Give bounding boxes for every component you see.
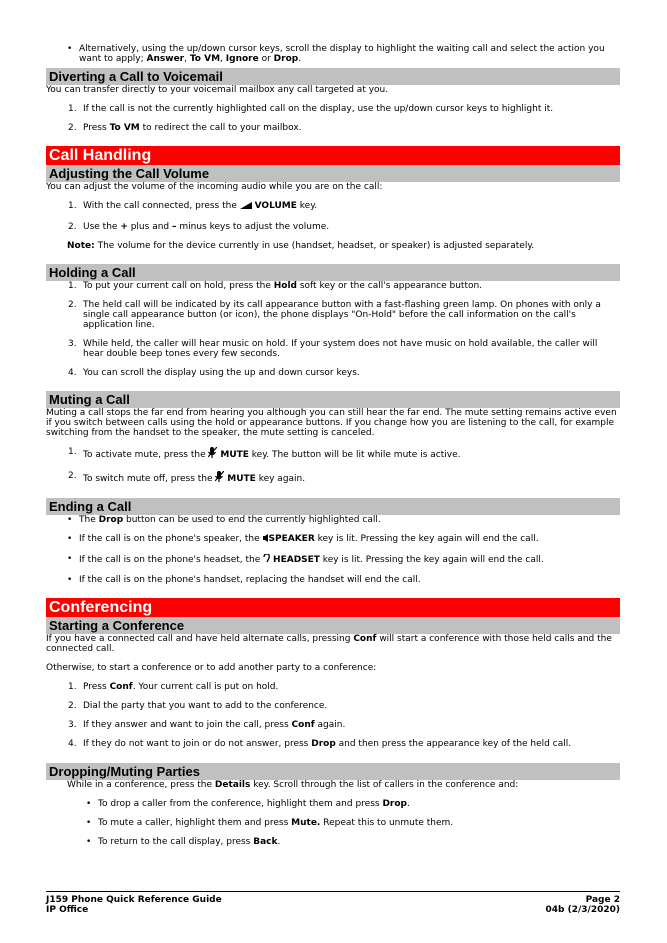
section-heading-starting: Starting a Conference [46,617,620,634]
paragraph: If you have a connected call and have held alternate calls, pressing Conf will start a conference with those held calls and the connected call. [46,633,612,655]
section-heading-ending: Ending a Call [46,498,620,515]
headset-icon [263,554,270,566]
list-item: 4. You can scroll the display using the up and down cursor keys. [68,368,360,379]
chapter-heading-conferencing: Conferencing [46,598,620,617]
list-item: 2. Use the + plus and – minus keys to adjust the volume. [68,221,330,232]
paragraph: Otherwise, to start a conference or to add another party to a conference: [46,663,377,674]
list-item: 4. If they do not want to join or do not answer, press Drop and then press the appearance key of the held call. [68,739,572,750]
paragraph: Muting a call stops the far end from hearing you although you can still hear the far end. The mute setting remains active even if you switch between calls using the hold or appearance buttons. If you change how you are listening to the call, for example switching from the handset to the speaker, the mute setting is canceled. [46,408,617,439]
list-item: 2. To switch mute off, press the MUTE key again. [68,470,306,484]
chapter-heading-call-handling: Call Handling [46,146,620,165]
section-heading-volume: Adjusting the Call Volume [46,165,620,182]
list-item: • Alternatively, using the up/down cursor keys, scroll the display to highlight the waiting call and select the action you want to apply; Answer, To VM, Ignore or Drop. [46,44,620,64]
mute-icon [215,471,224,485]
list-item: 1. To activate mute, press the MUTE key. The button will be lit while mute is active. [68,447,461,461]
paragraph: While in a conference, press the Details key. Scroll through the list of callers in the conference and: [67,779,519,790]
list-item: • If the call is on the phone's headset, the HEADSET key is lit. Pressing the key again will end the call. [46,554,620,566]
document-body [46,44,620,847]
section-heading-voicemail: Diverting a Call to Voicemail [46,68,620,85]
list-item: • If the call is on the phone's speaker, the SPEAKER key is lit. Pressing the key again will end the call. [46,534,620,545]
mute-icon [208,447,217,461]
section-heading-muting: Muting a Call [46,391,620,408]
volume-icon [240,201,252,212]
section-heading-holding: Holding a Call [46,264,620,281]
footer-page-number: Page 2 [585,895,620,905]
footer-issue: 04b (2/3/2020) [545,905,620,915]
section-heading-dropping: Dropping/Muting Parties [46,763,620,780]
footer-title: J159 Phone Quick Reference Guide [46,895,222,905]
footer-product: IP Office [46,905,89,915]
list-item: 2. Dial the party that you want to add to the conference. [68,701,328,712]
list-item: 3. While held, the caller will hear music on hold. If your system does not have music on hold available, the caller will hear double beep tones every few seconds. [68,339,598,360]
list-item: 1. Press Conf. Your current call is put on hold. [68,682,279,693]
list-item: 1. To put your current call on hold, press the Hold soft key or the call's appearance button. [68,280,483,291]
list-item: 3. If they answer and want to join the call, press Conf again. [68,720,346,731]
list-item: • To drop a caller from the conference, highlight them and press Drop. [46,799,620,809]
list-item: • To mute a caller, highlight them and press Mute. Repeat this to unmute them. [46,818,620,828]
list-item: 1. If the call is not the currently highlighted call on the display, use the up/down cursor keys to highlight it. [68,104,554,115]
note: Note: The volume for the device currently in use (handset, headset, or speaker) is adjusted separately. [67,240,535,251]
list-item: 1. With the call connected, press the VOLUME key. [68,201,318,212]
list-item: 2. Press To VM to redirect the call to your mailbox. [68,123,302,134]
list-item: • If the call is on the phone's handset, replacing the handset will end the call. [46,575,620,585]
footer-divider [46,891,620,892]
list-item: • The Drop button can be used to end the currently highlighted call. [46,515,620,525]
paragraph: You can transfer directly to your voicemail mailbox any call targeted at you. [46,85,389,96]
list-item: 2. The held call will be indicated by its call appearance button with a fast-flashing green lamp. On phones with only a single call appearance button (or icon), the phone displays "On-Hold" before the call information on the call's application line. [68,299,601,330]
paragraph: You can adjust the volume of the incoming audio while you are on the call: [46,182,383,193]
list-item: • To return to the call display, press Back. [46,837,620,847]
